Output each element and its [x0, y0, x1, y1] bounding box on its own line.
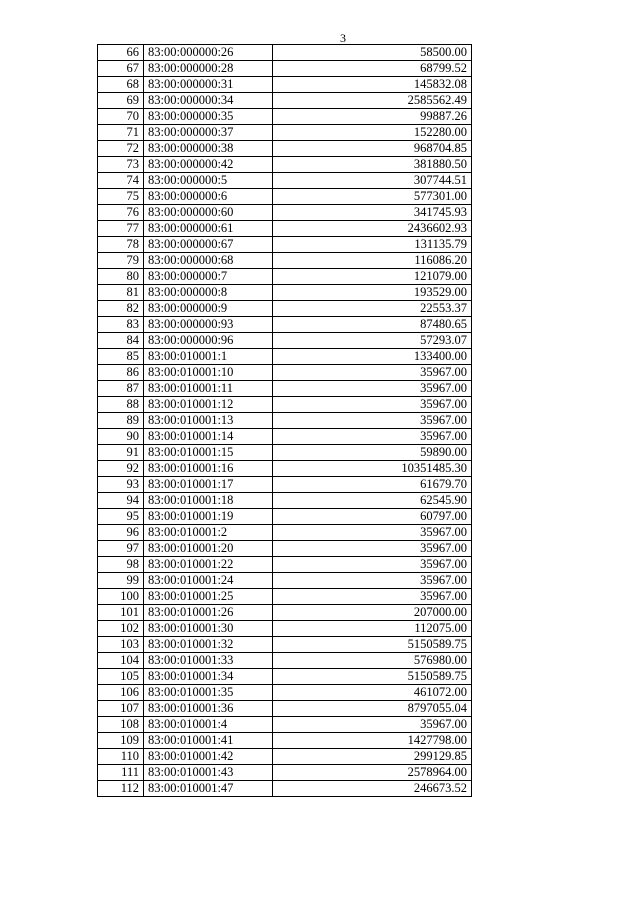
cadastral-number-cell: 83:00:000000:61 [144, 221, 273, 237]
cadastral-value-cell: 116086.20 [273, 253, 472, 269]
row-number-cell: 110 [98, 749, 144, 765]
row-number-cell: 89 [98, 413, 144, 429]
table-body [98, 45, 472, 797]
cadastral-value-cell: 57293.07 [273, 333, 472, 349]
table-row [98, 413, 472, 429]
cadastral-number-cell: 83:00:010001:32 [144, 637, 273, 653]
cadastral-value-cell: 59890.00 [273, 445, 472, 461]
cadastral-number-cell: 83:00:000000:31 [144, 77, 273, 93]
table-row [98, 333, 472, 349]
cadastral-value-cell: 35967.00 [273, 589, 472, 605]
cadastral-number-cell: 83:00:010001:10 [144, 365, 273, 381]
cadastral-value-cell: 35967.00 [273, 557, 472, 573]
row-number-cell: 75 [98, 189, 144, 205]
row-number-cell: 83 [98, 317, 144, 333]
cadastral-number-cell: 83:00:010001:19 [144, 509, 273, 525]
table-row [98, 269, 472, 285]
row-number-cell: 112 [98, 781, 144, 797]
cadastral-value-cell: 35967.00 [273, 381, 472, 397]
table-row [98, 381, 472, 397]
cadastral-number-cell: 83:00:000000:68 [144, 253, 273, 269]
table-row [98, 541, 472, 557]
row-number-cell: 111 [98, 765, 144, 781]
table-row [98, 285, 472, 301]
row-number-cell: 85 [98, 349, 144, 365]
cadastral-value-cell: 68799.52 [273, 61, 472, 77]
table-row [98, 365, 472, 381]
table-row [98, 301, 472, 317]
row-number-cell: 71 [98, 125, 144, 141]
cadastral-value-cell: 2585562.49 [273, 93, 472, 109]
row-number-cell: 92 [98, 461, 144, 477]
row-number-cell: 104 [98, 653, 144, 669]
cadastral-value-cell: 381880.50 [273, 157, 472, 173]
cadastral-number-cell: 83:00:010001:26 [144, 605, 273, 621]
cadastral-value-cell: 35967.00 [273, 413, 472, 429]
cadastral-value-cell: 10351485.30 [273, 461, 472, 477]
cadastral-value-cell: 576980.00 [273, 653, 472, 669]
table-row [98, 429, 472, 445]
cadastral-number-cell: 83:00:010001:25 [144, 589, 273, 605]
table-row [98, 397, 472, 413]
table-row [98, 765, 472, 781]
cadastral-value-cell: 307744.51 [273, 173, 472, 189]
row-number-cell: 108 [98, 717, 144, 733]
cadastral-value-cell: 461072.00 [273, 685, 472, 701]
cadastral-number-cell: 83:00:010001:47 [144, 781, 273, 797]
cadastral-number-cell: 83:00:000000:96 [144, 333, 273, 349]
table-row [98, 493, 472, 509]
cadastral-number-cell: 83:00:000000:37 [144, 125, 273, 141]
row-number-cell: 98 [98, 557, 144, 573]
table-row [98, 477, 472, 493]
row-number-cell: 105 [98, 669, 144, 685]
cadastral-number-cell: 83:00:010001:33 [144, 653, 273, 669]
table-row [98, 141, 472, 157]
table-row [98, 733, 472, 749]
cadastral-number-cell: 83:00:010001:30 [144, 621, 273, 637]
table-row [98, 669, 472, 685]
table-row [98, 509, 472, 525]
table-row [98, 621, 472, 637]
cadastral-value-cell: 60797.00 [273, 509, 472, 525]
cadastral-value-cell: 131135.79 [273, 237, 472, 253]
cadastral-number-cell: 83:00:010001:35 [144, 685, 273, 701]
cadastral-number-cell: 83:00:010001:20 [144, 541, 273, 557]
cadastral-number-cell: 83:00:010001:43 [144, 765, 273, 781]
cadastral-value-cell: 58500.00 [273, 45, 472, 61]
cadastral-value-cell: 61679.70 [273, 477, 472, 493]
cadastral-number-cell: 83:00:010001:36 [144, 701, 273, 717]
cadastral-value-cell: 35967.00 [273, 429, 472, 445]
cadastral-value-cell: 121079.00 [273, 269, 472, 285]
page-number: 3 [340, 31, 346, 45]
cadastral-number-cell: 83:00:000000:42 [144, 157, 273, 173]
table-row [98, 605, 472, 621]
row-number-cell: 97 [98, 541, 144, 557]
table-row [98, 525, 472, 541]
row-number-cell: 66 [98, 45, 144, 61]
cadastral-number-cell: 83:00:000000:38 [144, 141, 273, 157]
cadastral-value-cell: 62545.90 [273, 493, 472, 509]
cadastral-number-cell: 83:00:010001:2 [144, 525, 273, 541]
cadastral-value-cell: 145832.08 [273, 77, 472, 93]
table-row [98, 749, 472, 765]
cadastral-number-cell: 83:00:000000:35 [144, 109, 273, 125]
cadastral-value-cell: 99887.26 [273, 109, 472, 125]
cadastral-value-cell: 246673.52 [273, 781, 472, 797]
row-number-cell: 96 [98, 525, 144, 541]
cadastral-number-cell: 83:00:010001:13 [144, 413, 273, 429]
cadastral-number-cell: 83:00:000000:28 [144, 61, 273, 77]
row-number-cell: 70 [98, 109, 144, 125]
cadastral-number-cell: 83:00:010001:16 [144, 461, 273, 477]
table-row [98, 253, 472, 269]
table-row [98, 189, 472, 205]
cadastral-number-cell: 83:00:010001:18 [144, 493, 273, 509]
cadastral-value-cell: 341745.93 [273, 205, 472, 221]
cadastral-number-cell: 83:00:010001:17 [144, 477, 273, 493]
cadastral-number-cell: 83:00:000000:5 [144, 173, 273, 189]
table-row [98, 93, 472, 109]
row-number-cell: 84 [98, 333, 144, 349]
cadastral-value-cell: 299129.85 [273, 749, 472, 765]
row-number-cell: 73 [98, 157, 144, 173]
table-row [98, 61, 472, 77]
cadastral-value-cell: 577301.00 [273, 189, 472, 205]
cadastral-value-cell: 35967.00 [273, 397, 472, 413]
row-number-cell: 80 [98, 269, 144, 285]
cadastral-value-cell: 8797055.04 [273, 701, 472, 717]
cadastral-number-cell: 83:00:010001:34 [144, 669, 273, 685]
cadastral-number-cell: 83:00:010001:24 [144, 573, 273, 589]
table-row [98, 573, 472, 589]
row-number-cell: 67 [98, 61, 144, 77]
row-number-cell: 107 [98, 701, 144, 717]
row-number-cell: 93 [98, 477, 144, 493]
cadastral-number-cell: 83:00:000000:8 [144, 285, 273, 301]
cadastral-value-cell: 87480.65 [273, 317, 472, 333]
cadastral-number-cell: 83:00:010001:42 [144, 749, 273, 765]
row-number-cell: 99 [98, 573, 144, 589]
table-row [98, 637, 472, 653]
cadastral-number-cell: 83:00:010001:15 [144, 445, 273, 461]
table-row [98, 717, 472, 733]
table-row [98, 237, 472, 253]
row-number-cell: 109 [98, 733, 144, 749]
cadastral-value-cell: 968704.85 [273, 141, 472, 157]
table-row [98, 445, 472, 461]
table-row [98, 205, 472, 221]
row-number-cell: 86 [98, 365, 144, 381]
table-row [98, 461, 472, 477]
table-row [98, 125, 472, 141]
row-number-cell: 101 [98, 605, 144, 621]
row-number-cell: 100 [98, 589, 144, 605]
row-number-cell: 68 [98, 77, 144, 93]
cadastral-value-cell: 35967.00 [273, 717, 472, 733]
row-number-cell: 81 [98, 285, 144, 301]
cadastral-value-cell: 207000.00 [273, 605, 472, 621]
cadastral-value-cell: 2436602.93 [273, 221, 472, 237]
cadastral-number-cell: 83:00:010001:11 [144, 381, 273, 397]
row-number-cell: 77 [98, 221, 144, 237]
table-row [98, 653, 472, 669]
cadastral-value-cell: 35967.00 [273, 541, 472, 557]
row-number-cell: 90 [98, 429, 144, 445]
row-number-cell: 94 [98, 493, 144, 509]
cadastral-value-cell: 5150589.75 [273, 669, 472, 685]
cadastral-number-cell: 83:00:000000:34 [144, 93, 273, 109]
cadastral-number-cell: 83:00:000000:9 [144, 301, 273, 317]
table-row [98, 77, 472, 93]
row-number-cell: 91 [98, 445, 144, 461]
table-row [98, 589, 472, 605]
table-row [98, 317, 472, 333]
cadastral-number-cell: 83:00:010001:12 [144, 397, 273, 413]
cadastral-value-cell: 2578964.00 [273, 765, 472, 781]
table-row [98, 45, 472, 61]
cadastral-number-cell: 83:00:010001:14 [144, 429, 273, 445]
table-row [98, 109, 472, 125]
table-row [98, 685, 472, 701]
table-row [98, 221, 472, 237]
cadastral-value-cell: 35967.00 [273, 365, 472, 381]
row-number-cell: 95 [98, 509, 144, 525]
cadastral-value-cell: 193529.00 [273, 285, 472, 301]
row-number-cell: 103 [98, 637, 144, 653]
cadastral-value-cell: 35967.00 [273, 525, 472, 541]
row-number-cell: 82 [98, 301, 144, 317]
row-number-cell: 106 [98, 685, 144, 701]
row-number-cell: 74 [98, 173, 144, 189]
table-row [98, 349, 472, 365]
cadastral-value-cell: 5150589.75 [273, 637, 472, 653]
cadastral-value-table [97, 44, 472, 797]
cadastral-number-cell: 83:00:000000:26 [144, 45, 273, 61]
row-number-cell: 72 [98, 141, 144, 157]
cadastral-value-cell: 133400.00 [273, 349, 472, 365]
cadastral-value-cell: 152280.00 [273, 125, 472, 141]
cadastral-number-cell: 83:00:000000:6 [144, 189, 273, 205]
cadastral-number-cell: 83:00:000000:7 [144, 269, 273, 285]
row-number-cell: 79 [98, 253, 144, 269]
cadastral-number-cell: 83:00:000000:67 [144, 237, 273, 253]
row-number-cell: 102 [98, 621, 144, 637]
cadastral-number-cell: 83:00:010001:1 [144, 349, 273, 365]
row-number-cell: 88 [98, 397, 144, 413]
cadastral-number-cell: 83:00:000000:60 [144, 205, 273, 221]
row-number-cell: 78 [98, 237, 144, 253]
cadastral-number-cell: 83:00:010001:22 [144, 557, 273, 573]
table-row [98, 173, 472, 189]
cadastral-number-cell: 83:00:000000:93 [144, 317, 273, 333]
row-number-cell: 69 [98, 93, 144, 109]
row-number-cell: 87 [98, 381, 144, 397]
cadastral-value-cell: 35967.00 [273, 573, 472, 589]
row-number-cell: 76 [98, 205, 144, 221]
cadastral-number-cell: 83:00:010001:4 [144, 717, 273, 733]
cadastral-number-cell: 83:00:010001:41 [144, 733, 273, 749]
cadastral-value-cell: 112075.00 [273, 621, 472, 637]
table-row [98, 157, 472, 173]
cadastral-value-cell: 1427798.00 [273, 733, 472, 749]
table-row [98, 781, 472, 797]
table-row [98, 701, 472, 717]
cadastral-value-cell: 22553.37 [273, 301, 472, 317]
table-row [98, 557, 472, 573]
